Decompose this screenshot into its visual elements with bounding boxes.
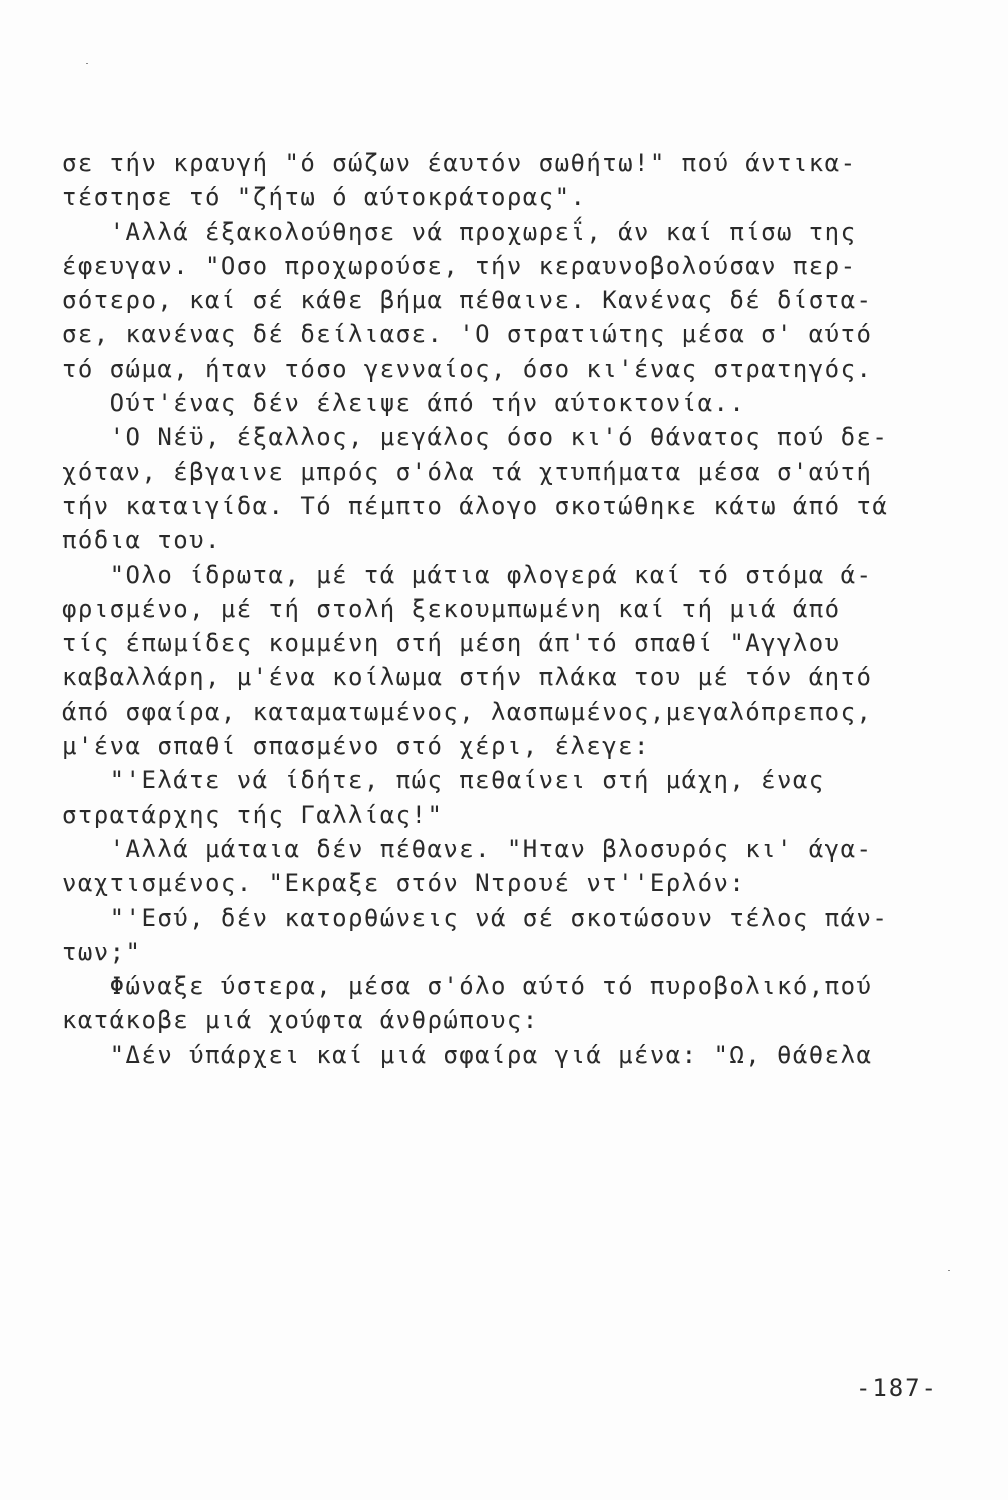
text-line: τό σώμα, ήταν τόσο γενναίος, όσο κι'ένας στρατηγός. xyxy=(62,354,873,383)
text-line: Ούτ'ένας δέν έλειψε άπό τήν αύτοκτονία.. xyxy=(62,389,746,418)
scan-speck xyxy=(948,1270,950,1271)
page-number: -187- xyxy=(856,1374,938,1402)
text-line: ναχτισμένος. "Εκραξε στόν Ντρουέ ντ''Ερλόν: xyxy=(62,869,746,898)
text-line: κατάκοβε μιά χούφτα άνθρώπους: xyxy=(62,1006,539,1035)
text-line: έφευγαν. "Οσο προχωρούσε, τήν κεραυνοβολούσαν περ- xyxy=(62,251,857,280)
text-line: των;" xyxy=(62,937,142,966)
text-line: μ'ένα σπαθί σπασμένο στό χέρι, έλεγε: xyxy=(62,732,650,761)
scan-speck xyxy=(86,63,88,64)
text-line: 'Αλλά μάταια δέν πέθανε. "Ηταν βλοσυρός κι' άγα- xyxy=(62,834,873,863)
text-line: "'Ελάτε νά ίδήτε, πώς πεθαίνει στή μάχη, ένας xyxy=(62,766,825,795)
text-line: "'Εσύ, δέν κατορθώνεις νά σέ σκοτώσουν τέλος πάν- xyxy=(62,903,889,932)
text-line: πόδια του. xyxy=(62,526,221,555)
text-line: 'Ο Νέϋ, έξαλλος, μεγάλος όσο κι'ό θάνατος πού δε- xyxy=(62,423,889,452)
text-line: φρισμένο, μέ τή στολή ξεκουμπωμένη καί τή μιά άπό xyxy=(62,594,841,623)
text-line: "Ολο ίδρωτα, μέ τά μάτια φλογερά καί τό στόμα ά- xyxy=(62,560,873,589)
text-line: καβαλλάρη, μ'ένα κοίλωμα στήν πλάκα του μέ τόν άητό xyxy=(62,663,873,692)
text-line: τίς έπωμίδες κομμένη στή μέση άπ'τό σπαθί "Αγγλου xyxy=(62,629,841,658)
text-line: χόταν, έβγαινε μπρός σ'όλα τά χτυπήματα μέσα σ'αύτή xyxy=(62,457,873,486)
body-text xyxy=(62,146,952,1072)
text-line: σότερο, καί σέ κάθε βήμα πέθαινε. Κανένας δέ δίστα- xyxy=(62,286,873,315)
text-line: σε, κανένας δέ δείλιασε. 'Ο στρατιώτης μέσα σ' αύτό xyxy=(62,320,873,349)
text-line: Φώναξε ύστερα, μέσα σ'όλο αύτό τό πυροβολικό,πού xyxy=(62,972,873,1001)
text-line: σε τήν κραυγή "ό σώζων έαυτόν σωθήτω!" πού άντικα- xyxy=(62,149,857,177)
text-line: στρατάρχης τής Γαλλίας!" xyxy=(62,800,444,829)
text-line: τέστησε τό "ζήτω ό αύτοκράτορας". xyxy=(62,183,587,212)
text-line: τήν καταιγίδα. Τό πέμπτο άλογο σκοτώθηκε κάτω άπό τά xyxy=(62,491,889,520)
text-line: άπό σφαίρα, καταματωμένος, λασπωμένος,μεγαλόπρεπος, xyxy=(62,697,873,726)
text-line: 'Αλλά έξακολούθησε νά προχωρεΐ, άν καί πίσω της xyxy=(62,217,857,246)
text-line: "Δέν ύπάρχει καί μιά σφαίρα γιά μένα: "Ω, θάθελα xyxy=(62,1040,873,1069)
